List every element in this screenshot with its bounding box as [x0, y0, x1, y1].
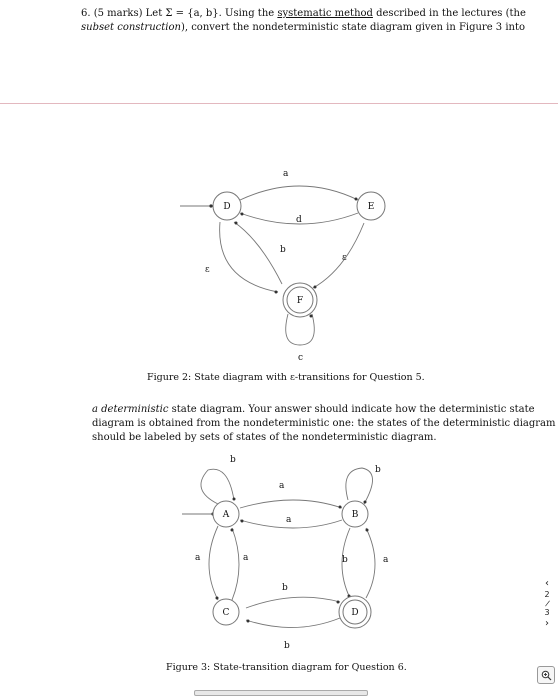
state-a: [213, 501, 239, 527]
label-d-to-e: a: [283, 169, 289, 179]
edge-d-to-f-head: [275, 291, 278, 294]
page-separator-slash: /: [544, 598, 550, 609]
figure-3-caption: Figure 3: State-transition diagram for Question 6.: [166, 662, 407, 673]
subset-construction-term: subset construction: [81, 22, 181, 33]
edge-c-to-a: [232, 528, 239, 600]
edge-d-to-b: [366, 528, 375, 598]
chevron-down-icon[interactable]: ›: [545, 618, 549, 629]
label-d-to-f: ε: [205, 265, 210, 275]
label-d-to-c: b: [284, 641, 290, 651]
edge-d-to-c: [246, 618, 340, 628]
body-line-1-rest: state diagram. Your answer should indicate how the deterministic state: [168, 404, 535, 415]
edge-a-loop: [201, 469, 234, 504]
state-d-label: D: [223, 202, 231, 212]
question-prefix: 6. (5 marks) Let Σ = {a, b}. Using the: [81, 8, 278, 19]
edge-f-to-d-head: [235, 222, 238, 225]
question-text: [81, 7, 526, 35]
question-body: [92, 403, 556, 445]
edge-d-to-e: [240, 186, 358, 200]
label-c-to-d: b: [282, 583, 288, 593]
edge-e-to-f: [313, 223, 364, 288]
chevron-up-icon[interactable]: ‹: [545, 578, 549, 589]
state-c-label: C: [222, 608, 230, 618]
question-line-1: [81, 7, 526, 21]
state-b: [342, 501, 368, 527]
edge-c-to-a-head: [231, 529, 234, 532]
edge-d-to-e-head: [355, 198, 358, 201]
question-suffix: described in the lectures (the: [372, 8, 526, 19]
state-e: [357, 192, 385, 220]
body-line-3: should be labeled by sets of states of the nondeterministic diagram.: [92, 432, 437, 443]
systematic-method-link[interactable]: systematic method: [277, 8, 373, 19]
label-f-to-d: b: [280, 245, 286, 255]
page-current: 2: [544, 590, 550, 599]
body-line-2: diagram is obtained from the nondeterministic one: the states of the deterministic diagram: [92, 418, 556, 429]
label-e-to-f: ε: [342, 253, 347, 263]
label-b-loop: b: [375, 465, 381, 475]
edge-f-loop: [286, 314, 315, 345]
state-f-label: F: [296, 296, 304, 306]
start-arrow-head: [209, 204, 212, 207]
state-d-label-3: D: [351, 608, 359, 618]
edge-f-loop-head: [310, 315, 313, 318]
edge-d-to-f: [220, 222, 278, 292]
label-c-to-a: a: [243, 553, 249, 563]
edge-a-to-c: [209, 526, 218, 600]
question-line-2: [81, 21, 526, 35]
state-a-label: A: [222, 510, 230, 520]
zoom-in-icon: [541, 670, 552, 681]
edge-e-to-d-head: [241, 213, 244, 216]
label-b-to-d: b: [342, 555, 348, 565]
label-a-to-b: a: [279, 481, 285, 491]
edge-a-to-c-head: [216, 597, 219, 600]
page-total: 3: [544, 608, 550, 617]
figure-2-diagram: [170, 160, 410, 370]
edge-e-to-f-head: [314, 286, 317, 289]
edge-c-to-d: [246, 597, 340, 608]
label-e-to-d: d: [296, 215, 302, 225]
edge-a-to-b-head: [339, 506, 342, 509]
edge-b-loop: [346, 468, 373, 504]
edge-d-to-c-head: [247, 620, 250, 623]
edge-a-loop-head: [233, 498, 236, 501]
horizontal-scrollbar[interactable]: [194, 690, 368, 696]
page-navigator: [540, 578, 554, 630]
edge-f-to-d: [234, 222, 282, 284]
state-c: [213, 599, 239, 625]
body-line-1: [92, 403, 535, 417]
edge-b-to-a-head: [241, 520, 244, 523]
figure-3-diagram: [170, 450, 410, 655]
question-line-2-rest: ), convert the nondeterministic state diagram given in Figure 3 into: [180, 22, 526, 33]
state-d: [213, 192, 241, 220]
label-b-to-a: a: [286, 515, 292, 525]
label-a-to-c: a: [195, 553, 201, 563]
state-e-label: E: [367, 202, 375, 212]
edge-a-to-b: [240, 500, 342, 508]
label-d-to-b: a: [383, 555, 389, 565]
zoom-in-button[interactable]: [537, 666, 555, 684]
edge-b-loop-head: [364, 501, 367, 504]
edge-c-to-d-head: [337, 601, 340, 604]
edge-d-to-b-head: [366, 529, 369, 532]
label-f-loop: c: [298, 353, 304, 363]
state-b-label: B: [351, 510, 359, 520]
figure-2-caption: Figure 2: State diagram with ε-transitions for Question 5.: [147, 372, 425, 383]
state-d-accepting: [339, 596, 371, 628]
page-separator: [0, 103, 558, 104]
deterministic-term: a deterministic: [92, 404, 169, 415]
label-a-loop: b: [230, 455, 236, 465]
state-f-accepting: [283, 283, 317, 317]
